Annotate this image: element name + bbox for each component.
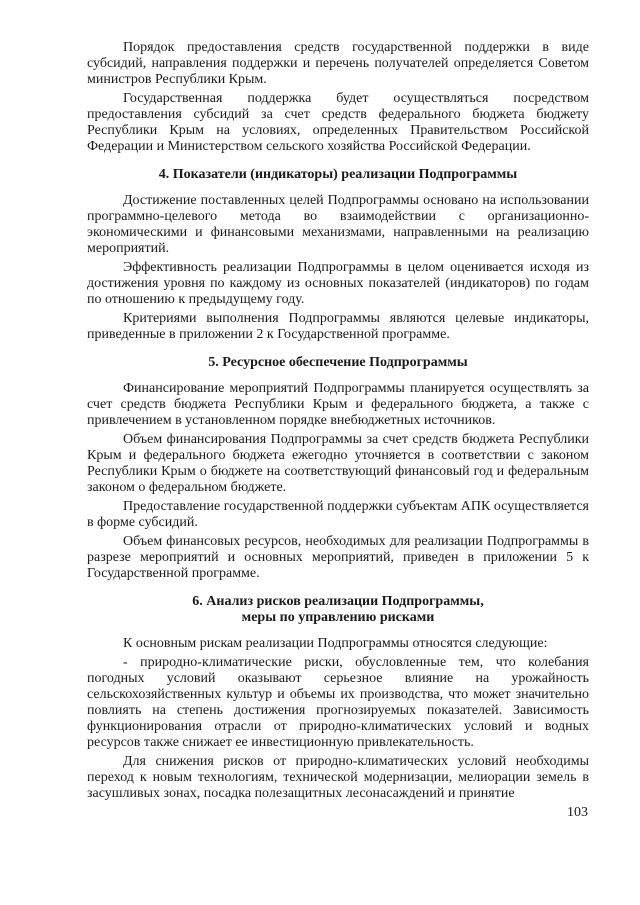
paragraph: Критериями выполнения Подпрограммы являются целевые индикаторы, приведенные в приложении 2 к Государственной программе. xyxy=(87,311,589,342)
risk-list-item: - природно-климатические риски, обусловленные тем, что колебания погодных условий оказывают серьезное влияние на урожайность сельскохозяйственных культур и объемы их производства, что может значительно повлиять на степень достижения прогнозируемых показателей. Зависимость функционирования отрасли от природно-климатических условий и водных ресурсов также снижает ее инвестиционную привлекательность. xyxy=(87,655,589,750)
document-page xyxy=(87,40,589,802)
section-6-heading-line-2: меры по управлению рисками xyxy=(241,610,435,625)
section-4-heading: 4. Показатели (индикаторы) реализации Подпрограммы xyxy=(158,167,518,182)
paragraph: Для снижения рисков от природно-климатических условий необходимы переход к новым технологиям, технической модернизации, мелиорации земель в засушливых зонах, посадка полезащитных лесонасаждений и принятие xyxy=(87,754,589,801)
paragraph: Порядок предоставления средств государственной поддержки в виде субсидий, направления поддержки и перечень получателей определяется Советом министров Республики Крым. xyxy=(87,40,589,87)
paragraph: Объем финансирования Подпрограммы за счет средств бюджета Республики Крым и федерального бюджета ежегодно уточняется в соответствии с законом Республики Крым о бюджете на соответствующий финансовый год и федеральным законом о федеральном бюджете. xyxy=(87,432,589,495)
paragraph: Достижение поставленных целей Подпрограммы основано на использовании программно-целевого метода во взаимодействии с организационно-экономическими и финансовыми механизмами, направленными на реализацию мероприятий. xyxy=(87,193,589,256)
paragraph: Объем финансовых ресурсов, необходимых для реализации Подпрограммы в разрезе мероприятий и основных мероприятий, приведен в приложении 5 к Государственной программе. xyxy=(87,534,589,581)
section-6-heading-line-1: 6. Анализ рисков реализации Подпрограммы, xyxy=(192,594,484,609)
paragraph: Предоставление государственной поддержки субъектам АПК осуществляется в форме субсидий. xyxy=(87,499,589,530)
paragraph: К основным рискам реализации Подпрограммы относятся следующие: xyxy=(123,636,548,651)
section-6-heading xyxy=(87,594,589,626)
paragraph: Эффективность реализации Подпрограммы в целом оценивается исходя из достижения уровня по каждому из основных показателей (индикаторов) по годам по отношению к предыдущему году. xyxy=(87,260,589,307)
section-5-heading: 5. Ресурсное обеспечение Подпрограммы xyxy=(208,355,468,370)
page-number: 103 xyxy=(567,805,588,820)
paragraph: Государственная поддержка будет осуществляться посредством предоставления субсидий за счет средств федерального бюджета бюджету Республики Крым на условиях, определенных Правительством Российской Федерации и Министерством сельского хозяйства Российской Федерации. xyxy=(87,91,589,154)
paragraph: Финансирование мероприятий Подпрограммы планируется осуществлять за счет средств бюджета Республики Крым и федерального бюджета, а также с привлечением в установленном порядке внебюджетных источников. xyxy=(87,381,589,428)
